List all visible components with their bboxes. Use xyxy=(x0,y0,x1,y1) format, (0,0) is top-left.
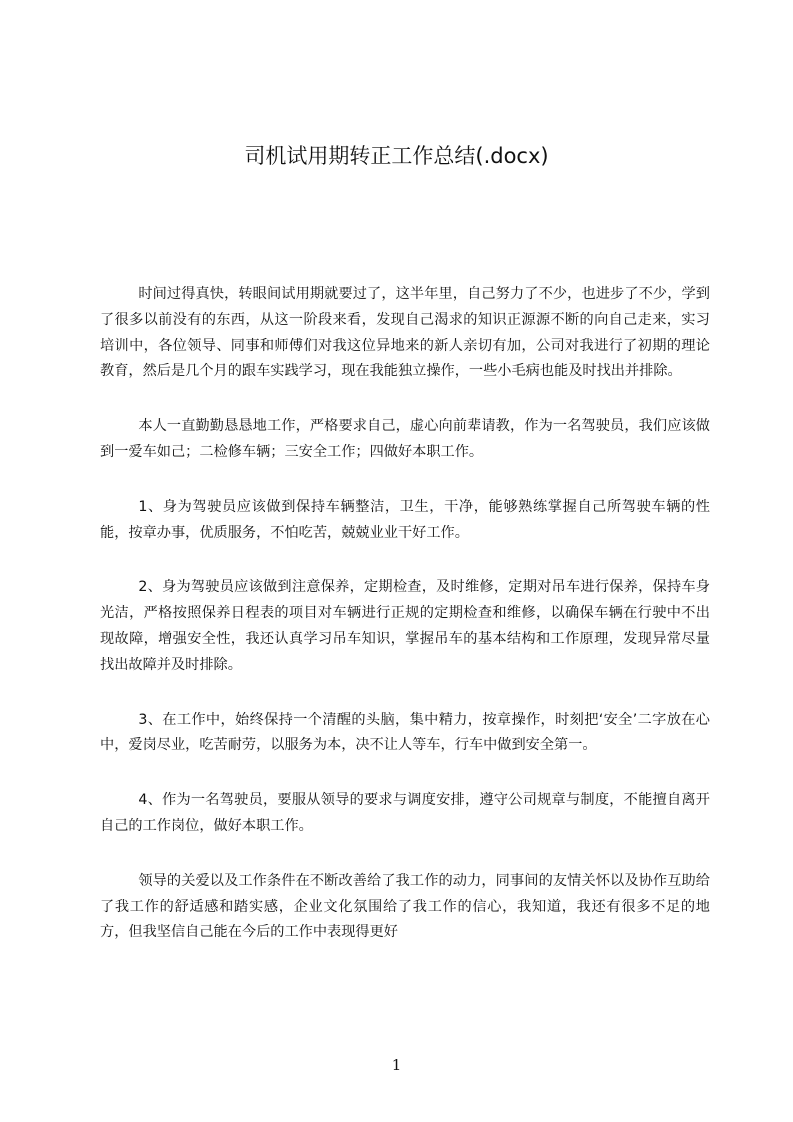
document-body xyxy=(100,282,710,975)
document-title: 司机试用期转正工作总结(.docx) xyxy=(244,144,549,168)
paragraph-intro: 时间过得真快，转眼间试用期就要过了，这半年里，自己努力了不少，也进步了不少，学到了很多以前没有的东西，从这一阶段来看，发现自己渴求的知识正源源不断的向自己走来，实习培训中，各位领导、同事和师傅们对我这位异地来的新人亲切有加，公司对我进行了初期的理论教育，然后是几个月的跟车实践学习，现在我能独立操作，一些小毛病也能及时找出并排除。 xyxy=(100,286,710,380)
paragraph-item-1: 1、身为驾驶员应该做到保持车辆整洁，卫生，干净，能够熟练掌握自己所驾驶车辆的性能，按章办事，优质服务，不怕吃苦，兢兢业业干好工作。 xyxy=(100,498,710,541)
paragraph-item-3: 3、在工作中，始终保持一个清醒的头脑，集中精力，按章操作，时刻把‘安全’二字放在心中，爱岗尽业，吃苦耐劳，以服务为本，决不让人等车，行车中做到安全第一。 xyxy=(100,711,710,754)
paragraph-item-4: 4、作为一名驾驶员，要服从领导的要求与调度安排，遵守公司规章与制度，不能擅自离开自己的工作岗位，做好本职工作。 xyxy=(100,792,710,834)
paragraph-closing: 领导的关爱以及工作条件在不断改善给了我工作的动力，同事间的友情关怀以及协作互助给了我工作的舒适感和踏实感，企业文化氛围给了我工作的信心，我知道，我还有很多不足的地方，但我坚信自己能在今后的工作中表现得更好 xyxy=(100,872,710,941)
paragraph-item-2: 2、身为驾驶员应该做到注意保养，定期检查，及时维修，定期对吊车进行保养，保持车身光洁，严格按照保养日程表的项目对车辆进行正规的定期检查和维修，以确保车辆在行驶中不出现故障，增强安全性，我还认真学习吊车知识，掌握吊车的基本结构和工作原理，发现异常尽量找出故障并及时排除。 xyxy=(100,579,710,673)
page-number: 1 xyxy=(391,1056,402,1074)
paragraph-principles: 本人一直勤勤恳恳地工作，严格要求自己，虚心向前辈请教，作为一名驾驶员，我们应该做到一爱车如己；二检修车辆；三安全工作；四做好本职工作。 xyxy=(100,418,710,460)
